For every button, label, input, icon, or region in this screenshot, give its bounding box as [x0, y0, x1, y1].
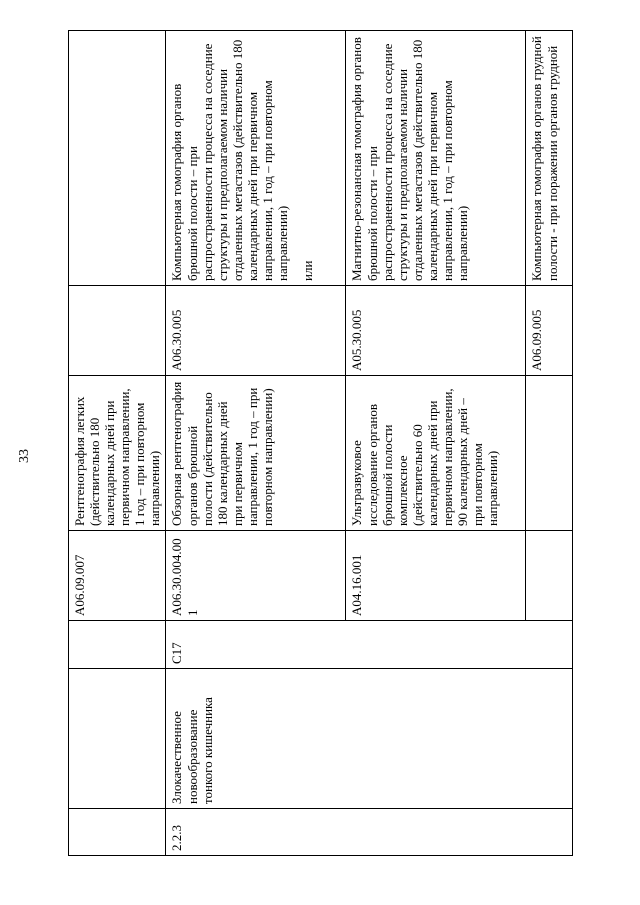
service-name-cell: Рентгенография легких (действительно 180 календарных дней при первичном направлении, 1 год – при повторном направлении): [69, 376, 166, 531]
table-cell: [526, 531, 573, 621]
row-number-cell: 2.2.3: [166, 809, 573, 856]
alt-service-code-cell: A05.30.005: [346, 286, 526, 376]
table-cell: [69, 809, 166, 856]
table-row: [69, 31, 166, 856]
service-code-cell: A06.09.007: [69, 531, 166, 621]
table-cell: [526, 376, 573, 531]
table-cell: [69, 31, 166, 286]
alt-service-name-cell: Компьютерная томография органов грудной полости - при поражении органов грудной: [526, 31, 573, 286]
or-label: или: [300, 260, 316, 281]
services-table: [68, 30, 573, 856]
alt-service-name-cell: Магнитно-резонансная томография органов брюшной полости – при распространенности процесса на соседние структуры и предполагаемом наличии отдаленных метастазов (действительно 180 календарных дней при первичном направлении, 1 год – при повторном направлении): [346, 31, 526, 286]
rotated-page-content: [68, 31, 572, 856]
alt-service-code-cell: A06.30.005: [166, 286, 346, 376]
service-code-cell: A04.16.001: [346, 531, 526, 621]
service-code-cell: A06.30.004.001: [166, 531, 346, 621]
alt-service-name: Компьютерная томография органов брюшной полости – при распространенности процесса на соседние структуры и предполагаемом наличии отдаленных метастазов (действительно 180 календарных дней при первичном направлении, 1 год – при повторном направлении): [169, 39, 291, 281]
service-name-cell: Ультразвуковое исследование органов брюшной полости комплексное (действительно 60 календарных дней при первичном направлении, 90 календарных дней – при повторном направлении): [346, 376, 526, 531]
service-name-cell: Обзорная рентгенография органов брюшной полости (действительно 180 календарных дней при первичном направлении, 1 год – при повторном направлении): [166, 376, 346, 531]
table-cell: [69, 669, 166, 809]
table-row: [166, 31, 346, 856]
table-cell: [69, 286, 166, 376]
alt-service-name-cell: [166, 31, 346, 286]
alt-service-code-cell: A06.09.005: [526, 286, 573, 376]
page-number: 33: [17, 449, 32, 463]
table-cell: [69, 621, 166, 669]
diagnosis-cell: Злокачественное новообразование тонкого кишечника: [166, 669, 573, 809]
icd-code-cell: C17: [166, 621, 573, 669]
